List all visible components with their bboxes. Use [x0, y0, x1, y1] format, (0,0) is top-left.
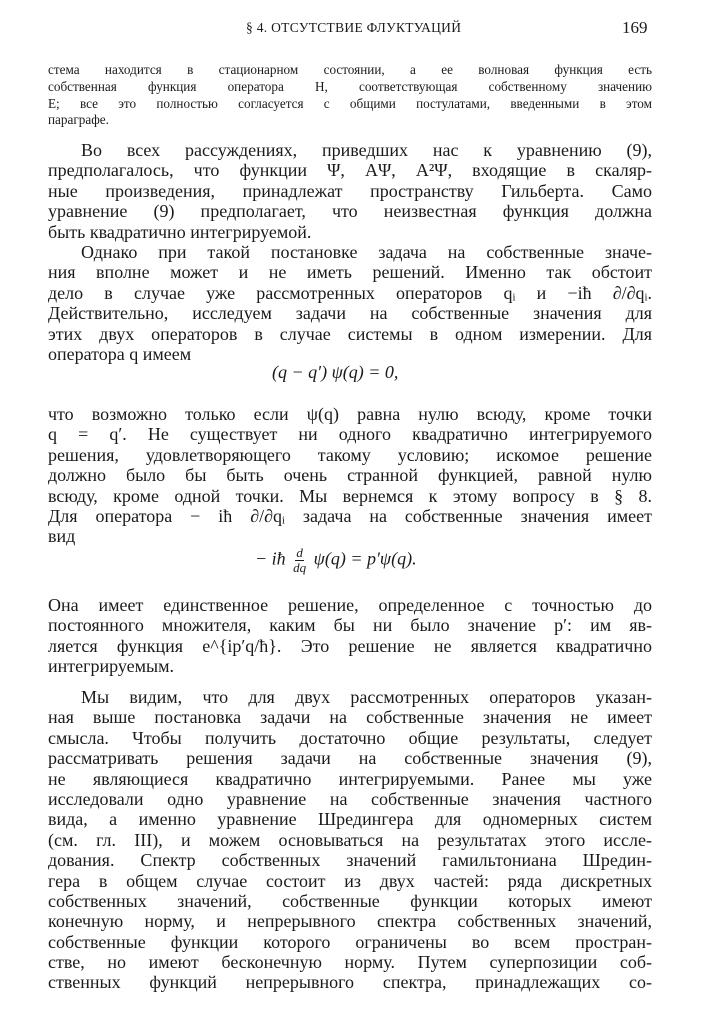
text-line: ная выше постановка задачи на собственные значения не имеет	[48, 707, 652, 728]
paragraph	[48, 687, 652, 993]
text-line: дования. Спектр собственных значений гамильтониана Шредин-	[48, 850, 652, 871]
equation-prefix: − iħ	[255, 548, 286, 569]
text-line: этих двух операторов в случае системы в одном измерении. Для	[48, 323, 652, 344]
text-line: исследовали одно уравнение на собственные значения частного	[48, 788, 652, 809]
text-line: собственная функция оператора H, соответствующая собственному значению	[48, 78, 652, 94]
text-line: Она имеет единственное решение, определенное с точностью до	[48, 595, 652, 615]
text-line: параграфе.	[48, 112, 109, 128]
text-line: q = q′. Не существует ни одного квадратично интегрируемого	[48, 424, 652, 445]
text-line: стве, но имеют бесконечную норму. Путем суперпозиции соб-	[48, 952, 652, 973]
text-line: постоянного множителя, каким бы ни было значение p′: им яв-	[48, 615, 652, 636]
equation-eigen-q: (q − q′) ψ(q) = 0,	[272, 362, 399, 382]
text-line: ляется функция e^{ip′q/ħ}. Это решение не является квадратично	[48, 635, 652, 656]
text-line: конечную норму, и непрерывного спектра собственных значений,	[48, 911, 652, 932]
text-line: вида, а именно уравнение Шредингера для одномерных систем	[48, 809, 652, 830]
text-line: оператора q имеем	[48, 343, 192, 364]
fraction-denominator: dq	[293, 560, 307, 575]
text-line: рассматривать решения задачи на собственные значения (9),	[48, 748, 652, 769]
paragraph	[48, 140, 652, 242]
text-line: Однако при такой постановке задача на собственные значе-	[81, 242, 652, 262]
text-line: ния вполне может и не иметь решений. Именно так обстоит	[48, 262, 652, 283]
text-line: всюду, кроме одной точки. Мы вернемся к этому вопросу в § 8.	[48, 485, 652, 506]
text-line: смысла. Чтобы получить достаточно общие результаты, следует	[48, 727, 652, 748]
paragraph	[48, 595, 652, 677]
text-line: интегрируемым.	[48, 656, 175, 677]
text-line: Действительно, исследуем задачи на собственные значения для	[48, 303, 652, 324]
paragraph	[48, 404, 652, 547]
derivative-fraction	[293, 546, 306, 575]
equation-suffix: ψ(q) = p′ψ(q).	[313, 548, 417, 569]
paragraph	[48, 62, 652, 129]
text-line: (см. гл. III), и можем основываться на результатах этого иссле-	[48, 829, 652, 850]
text-line: вид	[48, 526, 76, 547]
fraction-numerator: d	[296, 545, 303, 560]
text-line: собственных значений, собственные функции которых имеют	[48, 890, 652, 911]
text-line: быть квадратично интегрируемой.	[48, 221, 312, 242]
text-line: Во всех рассуждениях, приведших нас к уравнению (9),	[81, 140, 652, 160]
equation-eigen-momentum	[255, 546, 417, 575]
text-line: ные произведения, принадлежат пространству Гильберта. Само	[48, 180, 652, 201]
text-line: не являющиеся квадратично интегрируемыми. Ранее мы уже	[48, 768, 652, 789]
text-line: собственные функции которого ограничены во всем простран-	[48, 931, 652, 952]
page-number: 169	[622, 18, 648, 37]
text-line: решения, удовлетворяющего такому условию; искомое решение	[48, 444, 652, 465]
text-line: гера в общем случае состоит из двух частей: ряда дискретных	[48, 870, 652, 891]
text-line: что возможно только если ψ(q) равна нулю всюду, кроме точки	[48, 404, 652, 424]
text-line: предполагалось, что функции Ψ, AΨ, A²Ψ, входящие в скаляр-	[48, 160, 652, 181]
text-line: Мы видим, что для двух рассмотренных операторов указан-	[81, 687, 652, 707]
running-header-section-title: § 4. ОТСУТСТВИЕ ФЛУКТУАЦИЙ	[246, 20, 462, 35]
text-line: должно было бы быть очень странной функцией, равной нулю	[48, 465, 652, 486]
text-line: стема находится в стационарном состоянии, а ее волновая функция есть	[48, 62, 652, 77]
text-line: уравнение (9) предполагает, что неизвестная функция должна	[48, 201, 652, 222]
text-line: ственных функций непрерывного спектра, принадлежащих со-	[48, 972, 652, 993]
text-line: Для оператора − iħ ∂/∂qᵢ задача на собственные значения имеет	[48, 505, 652, 526]
text-line: E; все это полностью согласуется с общими постулатами, введенными в этом	[48, 95, 652, 111]
text-line: дело в случае уже рассмотренных операторов qᵢ и −iħ ∂/∂qᵢ.	[48, 282, 652, 303]
paragraph	[48, 242, 652, 364]
